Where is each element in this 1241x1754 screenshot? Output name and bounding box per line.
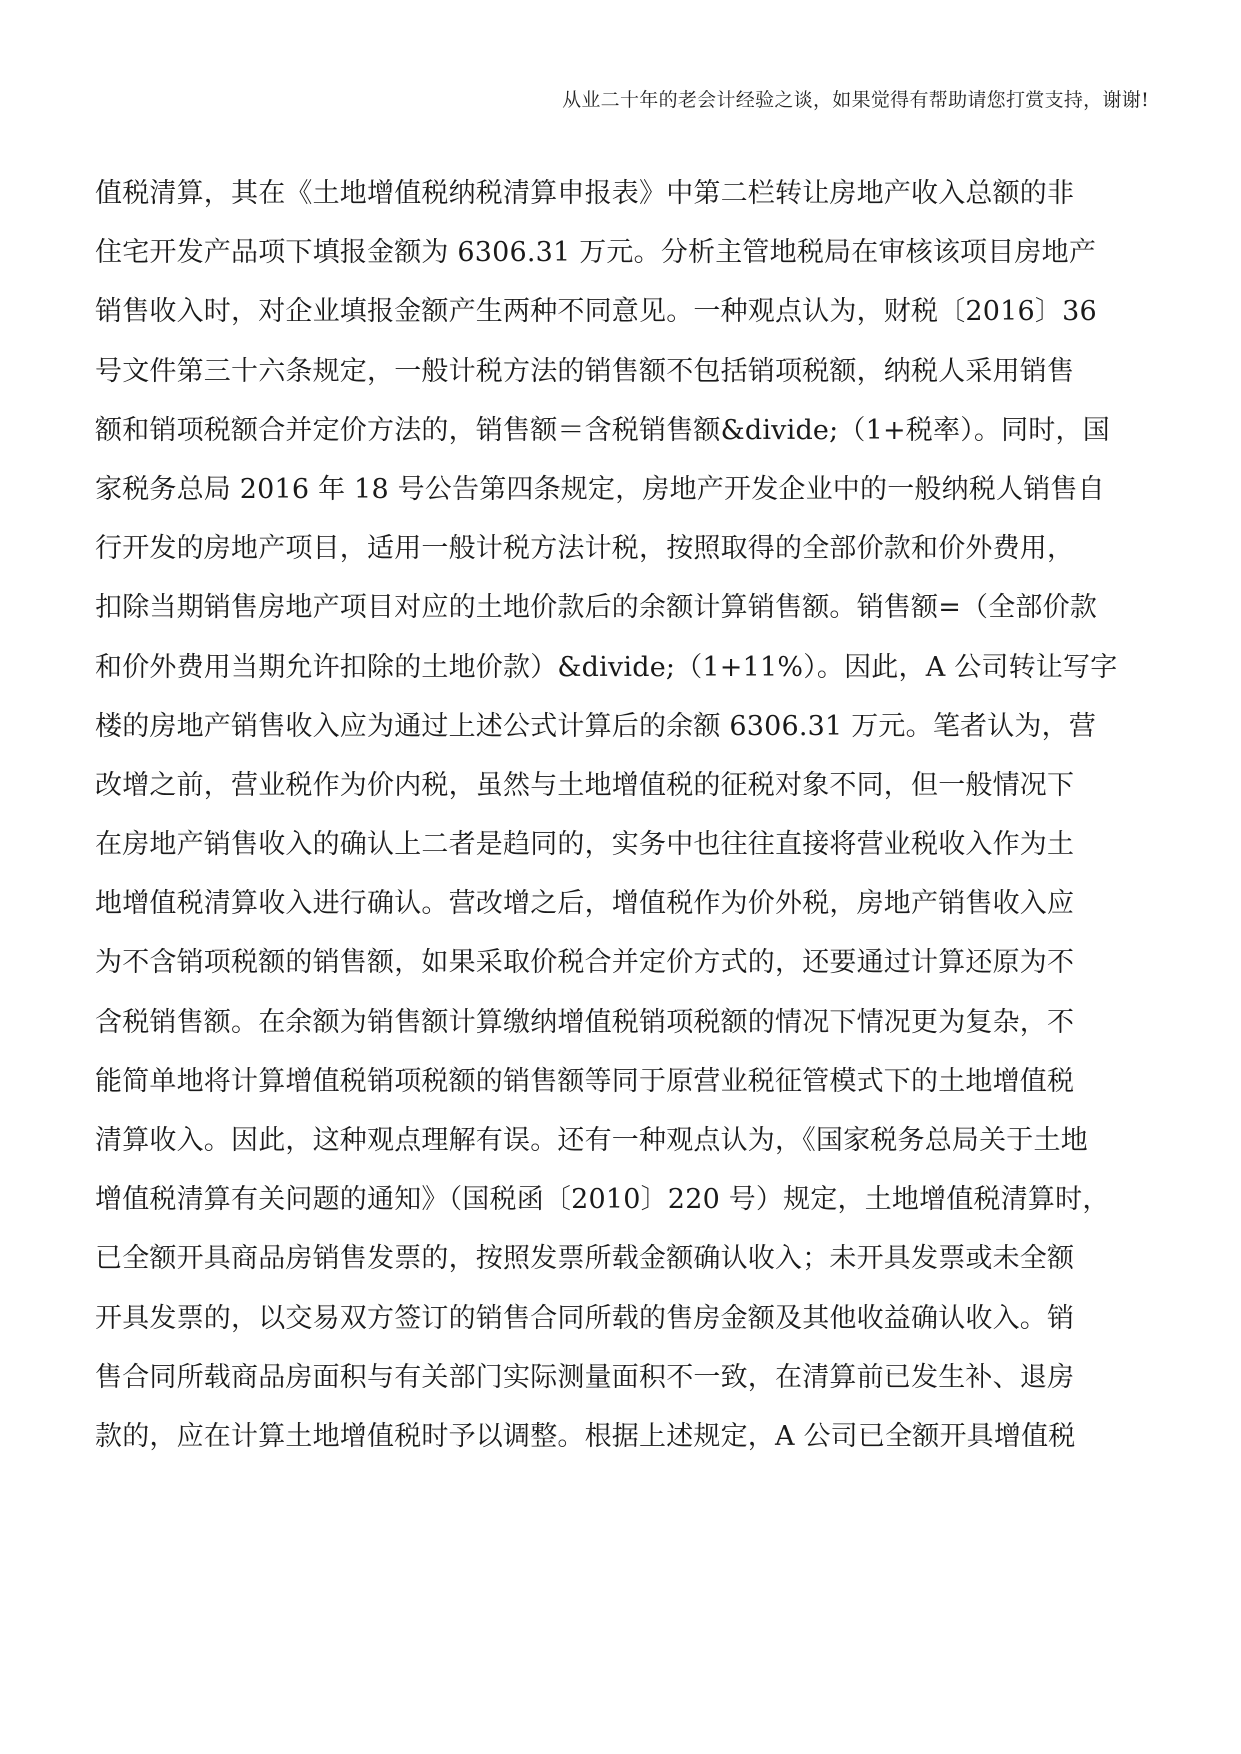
body-line: 清算收入。因此，这种观点理解有误。还有一种观点认为，《国家税务总局关于土地	[95, 1125, 1088, 1156]
body-line: 和价外费用当期允许扣除的土地价款）&divide;（1+11%）。因此，A 公司转让写字	[95, 651, 1118, 683]
body-text	[95, 164, 1150, 1466]
body-line: 楼的房地产销售收入应为通过上述公式计算后的余额 6306.31 万元。笔者认为，营	[95, 710, 1097, 742]
body-line: 销售收入时，对企业填报金额产生两种不同意见。一种观点认为，财税〔2016〕36	[95, 296, 1097, 328]
body-line: 售合同所载商品房面积与有关部门实际测量面积不一致，在清算前已发生补、退房	[95, 1361, 1075, 1393]
body-line: 行开发的房地产项目，适用一般计税方法计税，按照取得的全部价款和价外费用，	[95, 533, 1075, 565]
body-line: 含税销售额。在余额为销售额计算缴纳增值税销项税额的情况下情况更为复杂，不	[95, 1006, 1075, 1038]
body-line: 值税清算，其在《土地增值税纳税清算申报表》中第二栏转让房地产收入总额的非	[95, 178, 1075, 209]
body-line: 在房地产销售收入的确认上二者是趋同的，实务中也往往直接将营业税收入作为土	[95, 829, 1075, 861]
body-line: 已全额开具商品房销售发票的，按照发票所载金额确认收入；未开具发票或未全额	[95, 1243, 1075, 1275]
body-line: 住宅开发产品项下填报金额为 6306.31 万元。分析主管地税局在审核该项目房地产	[95, 237, 1097, 269]
body-line: 家税务总局 2016 年 18 号公告第四条规定，房地产开发企业中的一般纳税人销售自	[95, 473, 1105, 505]
body-line: 开具发票的，以交易双方签订的销售合同所载的售房金额及其他收益确认收入。销	[95, 1302, 1075, 1334]
body-line: 号文件第三十六条规定，一般计税方法的销售额不包括销项税额，纳税人采用销售	[95, 355, 1075, 387]
body-line: 扣除当期销售房地产项目对应的土地价款后的余额计算销售额。销售额=（全部价款	[95, 592, 1098, 624]
body-line: 为不含销项税额的销售额，如果采取价税合并定价方式的，还要通过计算还原为不	[95, 947, 1075, 979]
body-line: 地增值税清算收入进行确认。营改增之后，增值税作为价外税，房地产销售收入应	[95, 888, 1075, 920]
body-line: 额和销项税额合并定价方法的，销售额＝含税销售额&divide;（1+税率）。同时，国	[95, 414, 1110, 446]
header-note: 从业二十年的老会计经验之谈，如果觉得有帮助请您打赏支持，谢谢!	[562, 89, 1149, 111]
body-line: 款的，应在计算土地增值税时予以调整。根据上述规定，A 公司已全额开具增值税	[95, 1420, 1076, 1452]
body-line: 能简单地将计算增值税销项税额的销售额等同于原营业税征管模式下的土地增值税	[95, 1065, 1075, 1097]
body-line: 改增之前，营业税作为价内税，虽然与土地增值税的征税对象不同，但一般情况下	[95, 769, 1075, 801]
body-line: 增值税清算有关问题的通知》（国税函〔2010〕220 号）规定，土地增值税清算时，	[95, 1184, 1110, 1216]
